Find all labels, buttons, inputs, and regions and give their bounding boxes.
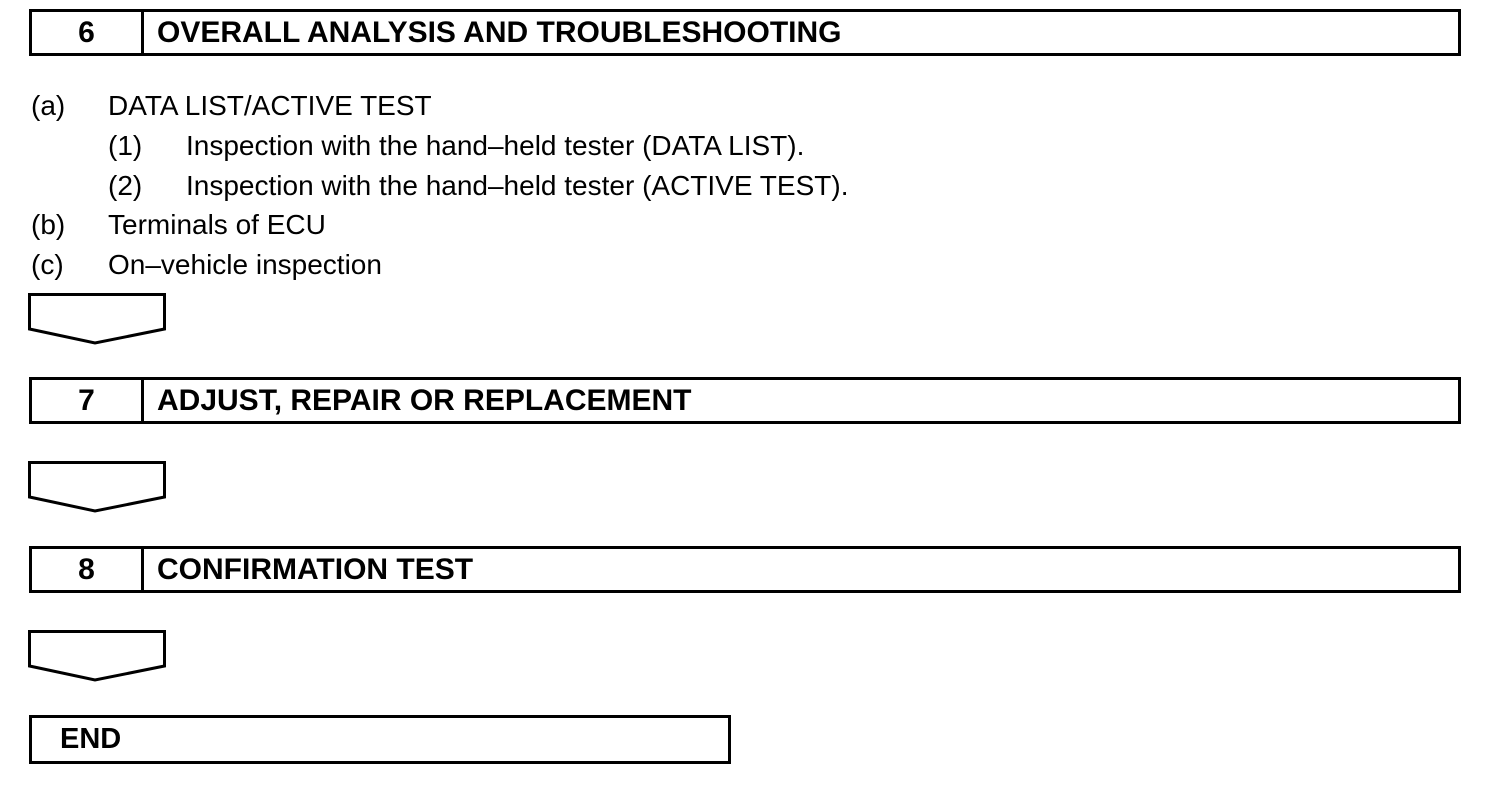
list-text-a1: Inspection with the hand–held tester (DATA LIST). xyxy=(186,130,805,161)
list-marker-b: (b) xyxy=(31,209,66,240)
step-8-title: CONFIRMATION TEST xyxy=(157,552,474,586)
list-text-b: Terminals of ECU xyxy=(108,209,326,240)
end-label: END xyxy=(60,723,122,755)
end-box xyxy=(29,715,731,764)
list-marker-a1: (1) xyxy=(108,130,143,161)
step-7-title: ADJUST, REPAIR OR REPLACEMENT xyxy=(157,383,692,417)
list-text-c: On–vehicle inspection xyxy=(108,249,382,280)
list-text-a: DATA LIST/ACTIVE TEST xyxy=(108,90,432,121)
step-7-number: 7 xyxy=(32,380,144,421)
step-7-box xyxy=(29,377,1461,424)
step-6-title: OVERALL ANALYSIS AND TROUBLESHOOTING xyxy=(157,15,842,49)
list-text-a2: Inspection with the hand–held tester (ACTIVE TEST). xyxy=(186,170,849,201)
step-8-box xyxy=(29,546,1461,593)
step-6-box xyxy=(29,9,1461,56)
list-marker-a: (a) xyxy=(31,90,66,121)
flow-arrow-icon xyxy=(28,630,166,682)
list-marker-a2: (2) xyxy=(108,170,143,201)
flow-arrow-icon xyxy=(28,461,166,513)
flow-arrow-icon xyxy=(28,293,166,345)
step-8-number: 8 xyxy=(32,549,144,590)
list-marker-c: (c) xyxy=(31,249,64,280)
step-6-number: 6 xyxy=(32,12,144,53)
